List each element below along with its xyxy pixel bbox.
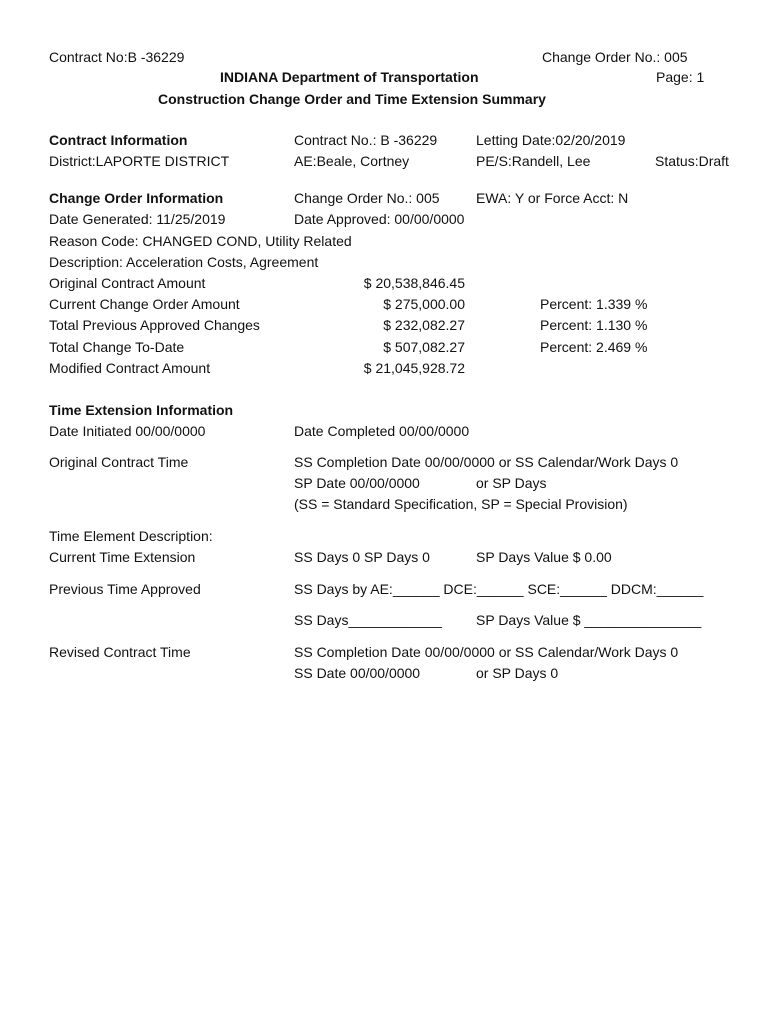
amount-label: Current Change Order Amount xyxy=(49,296,240,312)
header-contract-no: Contract No:B -36229 xyxy=(49,49,185,65)
previous-ss-days-by-approver: SS Days by AE:______ DCE:______ SCE:______ DDCM:______ xyxy=(294,581,704,597)
amount-value: $ 20,538,846.45 xyxy=(363,275,465,291)
contract-info-ae: AE:Beale, Cortney xyxy=(294,153,410,169)
original-sp-date: SP Date 00/00/0000 xyxy=(294,475,420,491)
contract-info-district: District:LAPORTE DISTRICT xyxy=(49,153,230,169)
change-order-ewa: EWA: Y or Force Acct: N xyxy=(476,190,629,206)
amount-label: Total Previous Approved Changes xyxy=(49,317,260,333)
amount-label: Original Contract Amount xyxy=(49,275,206,291)
original-contract-time-completion: SS Completion Date 00/00/0000 or SS Calendar/Work Days 0 xyxy=(294,454,679,470)
time-extension-date-completed: Date Completed 00/00/0000 xyxy=(294,423,470,439)
time-extension-date-initiated: Date Initiated 00/00/0000 xyxy=(49,423,206,439)
current-sp-days-value: SP Days Value $ 0.00 xyxy=(476,549,612,565)
original-contract-time-label: Original Contract Time xyxy=(49,454,189,470)
document-title: Construction Change Order and Time Extension Summary xyxy=(158,91,546,107)
time-extension-heading: Time Extension Information xyxy=(49,402,234,418)
amount-percent: Percent: 2.469 % xyxy=(540,339,648,355)
revised-ss-date: SS Date 00/00/0000 xyxy=(294,665,421,681)
contract-info-heading: Contract Information xyxy=(49,132,188,148)
amount-percent: Percent: 1.130 % xyxy=(540,317,648,333)
contract-info-status: Status:Draft xyxy=(655,153,729,169)
change-order-number: Change Order No.: 005 xyxy=(294,190,440,206)
previous-time-approved-label: Previous Time Approved xyxy=(49,581,201,597)
previous-sp-days-value: SP Days Value $ _______________ xyxy=(476,612,702,628)
change-order-date-approved: Date Approved: 00/00/0000 xyxy=(294,211,465,227)
original-sp-days: or SP Days xyxy=(476,475,547,491)
change-order-date-generated: Date Generated: 11/25/2019 xyxy=(49,211,226,227)
header-page-number: Page: 1 xyxy=(656,69,705,85)
current-time-extension-label: Current Time Extension xyxy=(49,549,196,565)
amount-value: $ 275,000.00 xyxy=(383,296,465,312)
amount-value: $ 21,045,928.72 xyxy=(363,360,465,376)
contract-info-letting-date: Letting Date:02/20/2019 xyxy=(476,132,626,148)
revised-sp-days: or SP Days 0 xyxy=(476,665,559,681)
amount-value: $ 507,082.27 xyxy=(383,339,465,355)
change-order-heading: Change Order Information xyxy=(49,190,224,206)
amount-label: Modified Contract Amount xyxy=(49,360,211,376)
abbreviation-note: (SS = Standard Specification, SP = Special Provision) xyxy=(294,496,628,512)
amount-percent: Percent: 1.339 % xyxy=(540,296,648,312)
contract-info-pes: PE/S:Randell, Lee xyxy=(476,153,591,169)
amount-value: $ 232,082.27 xyxy=(383,317,465,333)
amount-label: Total Change To-Date xyxy=(49,339,185,355)
revised-contract-time-label: Revised Contract Time xyxy=(49,644,191,660)
time-element-description-label: Time Element Description: xyxy=(49,528,213,544)
header-change-order-no: Change Order No.: 005 xyxy=(542,49,688,65)
change-order-reason-code: Reason Code: CHANGED COND, Utility Related xyxy=(49,233,352,249)
previous-ss-days: SS Days____________ xyxy=(294,612,442,628)
contract-info-contract-no: Contract No.: B -36229 xyxy=(294,132,438,148)
change-order-description: Description: Acceleration Costs, Agreement xyxy=(49,254,319,270)
header-agency: INDIANA Department of Transportation xyxy=(220,69,479,85)
revised-completion: SS Completion Date 00/00/0000 or SS Calendar/Work Days 0 xyxy=(294,644,679,660)
current-time-extension-days: SS Days 0 SP Days 0 xyxy=(294,549,430,565)
